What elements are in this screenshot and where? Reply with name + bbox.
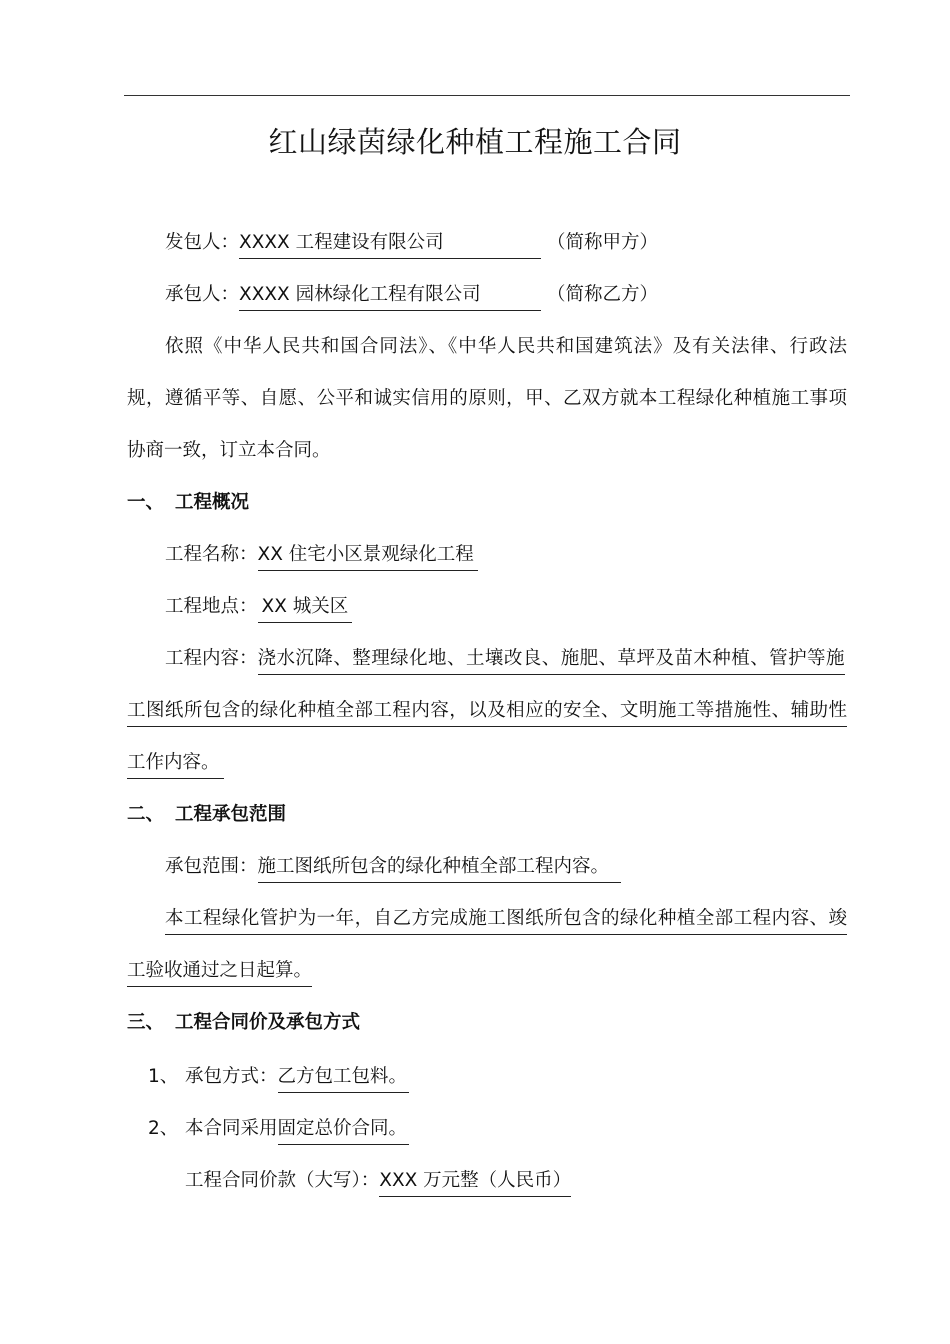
section-2-title: 工程承包范围 [175,804,287,825]
section-3-title: 工程合同价及承包方式 [175,1012,361,1033]
maintenance-line-1 [165,904,847,935]
contract-item-2 [148,1114,409,1145]
item-2-number: 2、 [148,1118,179,1139]
contract-price-value: XXX 万元整（人民币） [379,1166,571,1197]
contractor-value: XXXX 园林绿化工程有限公司 [239,280,541,311]
project-name-label: 工程名称： [165,544,258,565]
contractor-line [165,280,658,311]
employer-line [165,228,658,259]
item-2-label: 本合同采用 [185,1118,278,1139]
project-content-label: 工程内容： [165,648,258,669]
maintenance-value-2: 工验收通过之日起算。 [127,956,312,987]
section-3-heading [127,1008,360,1038]
maintenance-value-1: 本工程绿化管护为一年，自乙方完成施工图纸所包含的绿化种植全部工程内容、竣 [165,904,847,935]
section-1-title: 工程概况 [175,492,250,513]
item-1-label: 承包方式： [185,1066,278,1087]
project-name-value: XX 住宅小区景观绿化工程 [258,540,478,571]
project-location-value: XX 城关区 [258,592,353,623]
employer-note: （简称甲方） [547,232,659,253]
contract-price-label: 工程合同价款（大写）： [185,1170,380,1191]
section-2-heading [127,800,286,830]
item-1-value: 乙方包工包料。 [278,1062,410,1093]
section-1-number: 一、 [127,492,165,513]
scope-label: 承包范围： [165,856,258,877]
employer-label: 发包人： [165,232,240,253]
preamble-line-1: 依照《中华人民共和国合同法》、《中华人民共和国建筑法》及有关法律、行政法 [165,336,847,357]
contractor-note: （简称乙方） [547,284,659,305]
section-1-heading [127,488,249,518]
employer-value: XXXX 工程建设有限公司 [239,228,541,259]
preamble-line-3: 协商一致，订立本合同。 [127,440,331,461]
project-content-line-1 [165,644,847,675]
item-1-number: 1、 [148,1066,179,1087]
project-content-value-3: 工作内容。 [127,748,224,779]
document-title: 红山绿茵绿化种植工程施工合同 [268,125,682,159]
contract-price-line [185,1166,571,1197]
header-rule [124,95,850,96]
project-content-value-2: 工图纸所包含的绿化种植全部工程内容，以及相应的安全、文明施工等措施性、辅助性 [127,696,847,727]
contract-item-1 [148,1062,409,1093]
project-name-line [165,540,478,571]
section-3-number: 三、 [127,1012,165,1033]
preamble-line-2: 规，遵循平等、自愿、公平和诚实信用的原则，甲、乙双方就本工程绿化种植施工事项 [127,388,847,409]
maintenance-line-2 [127,956,312,987]
project-content-value-1: 浇水沉降、整理绿化地、土壤改良、施肥、草坪及苗木种植、管护等施 [258,644,845,675]
project-content-line-2 [127,696,847,727]
scope-value: 施工图纸所包含的绿化种植全部工程内容。 [258,852,622,883]
section-2-number: 二、 [127,804,165,825]
contractor-label: 承包人： [165,284,240,305]
project-location-label: 工程地点： [165,596,258,617]
project-location-line [165,592,352,623]
project-content-line-3 [127,748,224,779]
scope-line [165,852,621,883]
item-2-value: 固定总价合同。 [278,1114,410,1145]
